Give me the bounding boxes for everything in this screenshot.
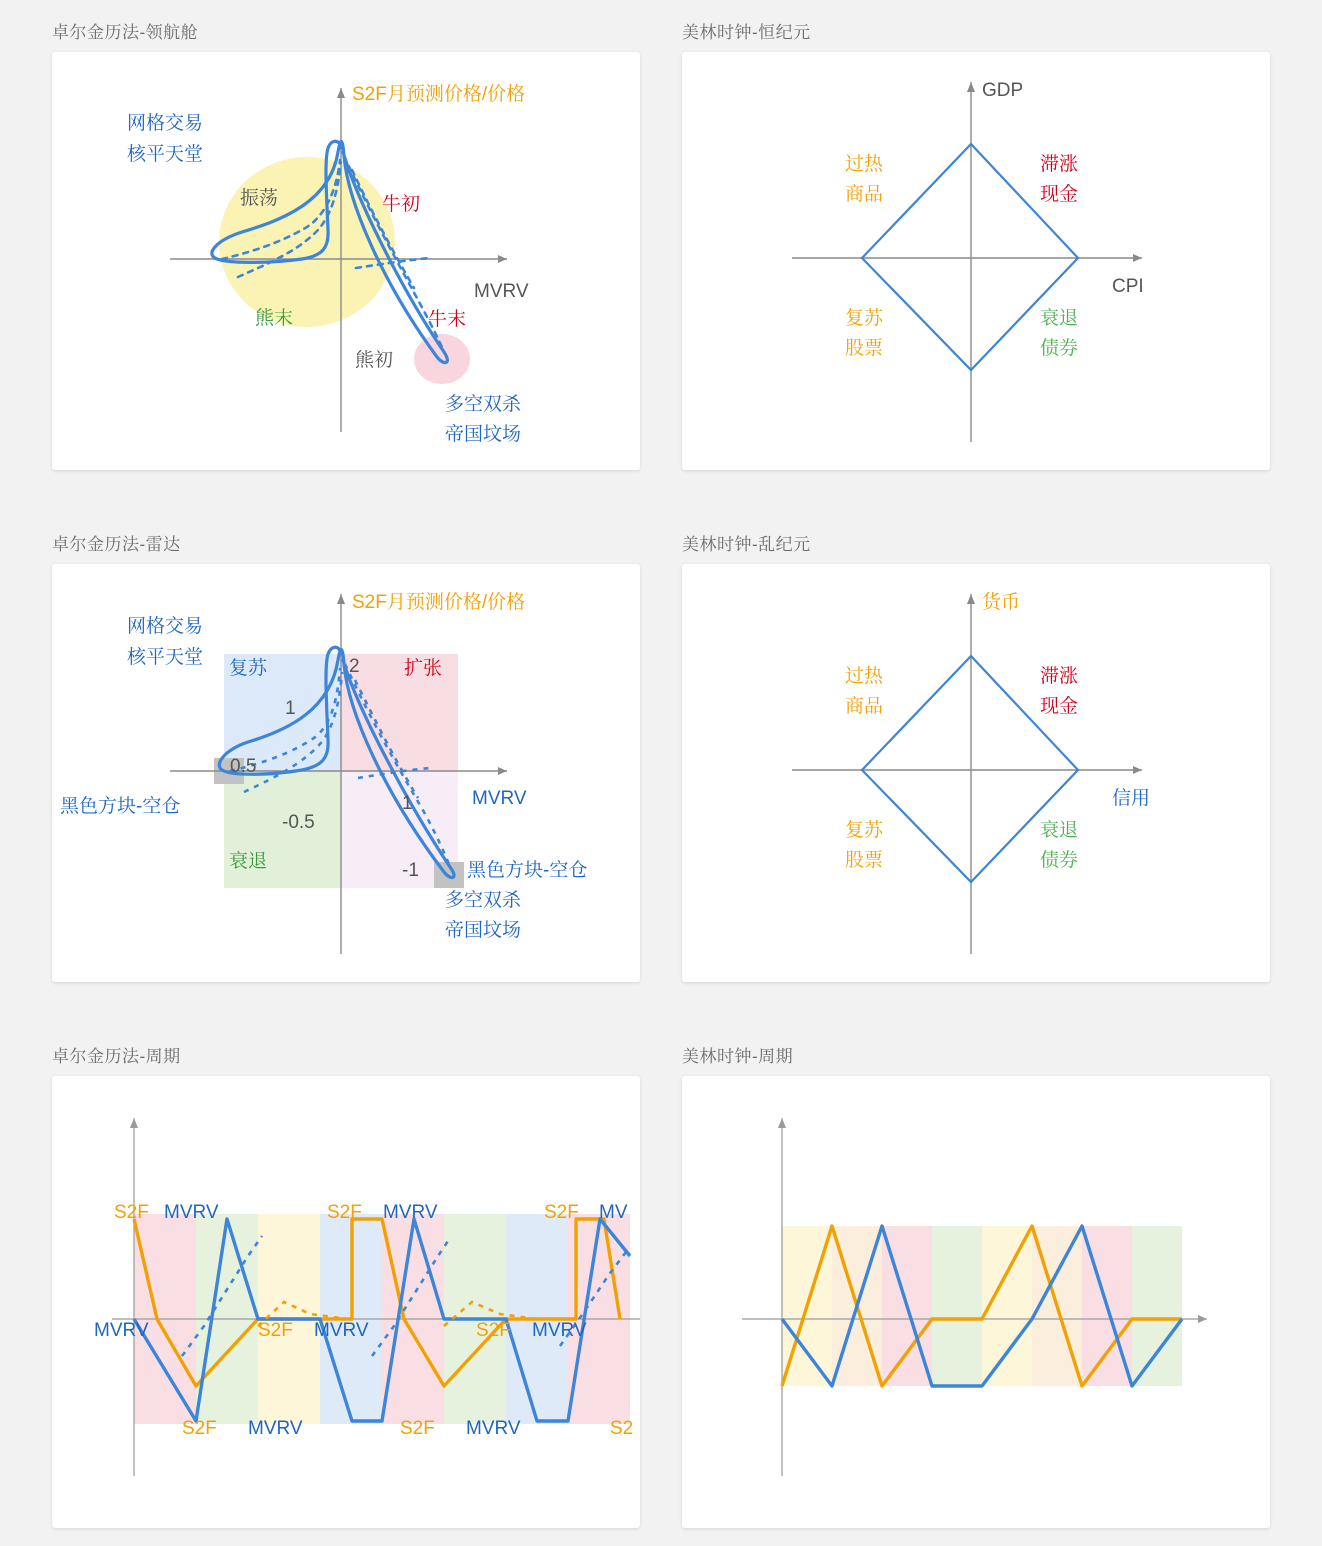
label-nuclear-heaven-3: 核平天堂 [127,647,204,668]
label-black-block-right: 黑色方块-空仓 [467,860,588,881]
label-long-short-kill-3: 多空双杀 [445,890,522,911]
label-oscillation: 振荡 [240,188,279,209]
chart-5-svg [52,1076,640,1528]
axis-x-label-4: 信用 [1112,788,1151,809]
panel-merrill-constant [682,18,1270,470]
panel-merrill-chaotic [682,530,1270,982]
chart-1-svg [52,52,640,470]
axis-y-label-2: GDP [982,80,1024,101]
quadrant-overheat-line2: 商品 [845,184,884,205]
death-blob [414,334,470,384]
zone-label-recovery: 复苏 [229,658,268,679]
quadrant-recovery-line1-4: 复苏 [845,820,884,841]
quadrant-recovery-line1: 复苏 [845,308,884,329]
label-grid-trade-3: 网格交易 [127,616,204,637]
band-8 [1132,1226,1182,1386]
x-axis-arrow [1133,766,1142,774]
quadrant-recession-line2-4: 债券 [1040,850,1079,871]
panel-zolkin-radar [52,530,640,982]
x-axis-arrow [498,255,507,263]
tick-1b: 1 [402,793,413,814]
label-long-short-kill: 多空双杀 [445,394,522,415]
axis-y-label-4: 货币 [982,592,1021,613]
label-empire-graveyard-3: 帝国坟场 [445,920,522,941]
y-axis-arrow [967,594,975,604]
tick-neg-1: -1 [402,860,419,881]
zone-label-recession: 衰退 [229,851,268,872]
x-axis-arrow [1198,1315,1207,1323]
anno-s2f-6: S2F [182,1418,217,1439]
quadrant-stagflation-line1: 滞涨 [1040,154,1079,175]
label-bull-end: 牛末 [428,309,467,330]
axis-y-label-1: S2F月预测价格/价格 [352,84,526,105]
label-bull-start: 牛初 [382,194,421,215]
anno-mvrv-3: MVRV [94,1320,149,1341]
zone-label-expansion: 扩张 [404,658,443,679]
chart-3-svg [52,564,640,982]
panel-zolkin-navigation [52,18,640,470]
x-axis-arrow [1133,254,1142,262]
anno-mvrv-6: MVRV [248,1418,303,1439]
anno-mv-1: MV [599,1202,628,1223]
y-axis-arrow [967,82,975,92]
y-axis-arrow [130,1118,138,1128]
chart-6-svg [682,1076,1270,1528]
anno-mvrv-5: MVRV [532,1320,587,1341]
label-black-block-left: 黑色方块-空仓 [60,796,181,817]
quadrant-stagflation-line1-4: 滞涨 [1040,666,1079,687]
chart-card-2[interactable] [682,52,1270,470]
quadrant-recession-line1: 衰退 [1040,308,1079,329]
chart-card-3[interactable] [52,564,640,982]
anno-s2f-1: S2F [114,1202,149,1223]
anno-s2f-7: S2F [400,1418,435,1439]
axis-x-label-1: MVRV [474,281,529,302]
anno-mvrv-2: MVRV [383,1202,438,1223]
tick-neg-0-5: -0.5 [282,812,315,833]
chart-2-svg [682,52,1270,470]
anno-mvrv-1: MVRV [164,1202,219,1223]
axis-y-label-3: S2F月预测价格/价格 [352,592,526,613]
quadrant-overheat-line1: 过热 [845,154,884,175]
chart-card-6[interactable] [682,1076,1270,1528]
panel-title-5: 卓尔金历法-周期 [52,1047,181,1066]
anno-mvrv-4: MVRV [314,1320,369,1341]
quadrant-overheat-line1-4: 过热 [845,666,884,687]
panel-title-6: 美林时钟-周期 [682,1047,794,1066]
label-nuclear-heaven: 核平天堂 [127,144,204,165]
tick-1: 1 [285,698,296,719]
panel-title-4: 美林时钟-乱纪元 [682,535,811,554]
clock-diamond [862,144,1078,370]
panel-title-3: 卓尔金历法-雷达 [52,535,181,554]
panel-title-1: 卓尔金历法-领航舱 [52,23,199,42]
band-4 [932,1226,982,1386]
panel-zolkin-cycle [52,1042,640,1528]
quadrant-overheat-line2-4: 商品 [845,696,884,717]
clock-diamond [862,656,1078,882]
anno-s2f-2: S2F [327,1202,362,1223]
quadrant-recovery-line2: 股票 [845,338,884,359]
quadrant-stagflation-line2: 现金 [1040,184,1079,205]
chart-card-4[interactable] [682,564,1270,982]
panel-title-2: 美林时钟-恒纪元 [682,23,811,42]
label-empire-graveyard: 帝国坟场 [445,424,522,445]
label-bear-start: 熊初 [355,350,394,371]
anno-mvrv-7: MVRV [466,1418,521,1439]
y-axis-arrow [337,594,345,604]
quadrant-recession-line2: 债券 [1040,338,1079,359]
axis-x-label-3: MVRV [472,788,527,809]
quadrant-recession-line1-4: 衰退 [1040,820,1079,841]
anno-s2-8: S2 [610,1418,634,1439]
label-bear-end: 熊末 [255,308,294,329]
anno-s2f-4: S2F [258,1320,293,1341]
quadrant-recovery-line2-4: 股票 [845,850,884,871]
quadrant-stagflation-line2-4: 现金 [1040,696,1079,717]
x-axis-arrow [498,767,507,775]
panel-merrill-cycle [682,1042,1270,1528]
y-axis-arrow [778,1118,786,1128]
label-grid-trade: 网格交易 [127,113,204,134]
anno-s2f-5: S2F [476,1320,511,1341]
chart-4-svg [682,564,1270,982]
chart-card-1[interactable] [52,52,640,470]
chart-card-5[interactable] [52,1076,640,1528]
tick-0-5: 0.5 [230,756,257,777]
anno-s2f-3: S2F [544,1202,579,1223]
axis-x-label-2: CPI [1112,276,1144,297]
y-axis-arrow [337,88,345,98]
tick-2: 2 [349,656,360,677]
